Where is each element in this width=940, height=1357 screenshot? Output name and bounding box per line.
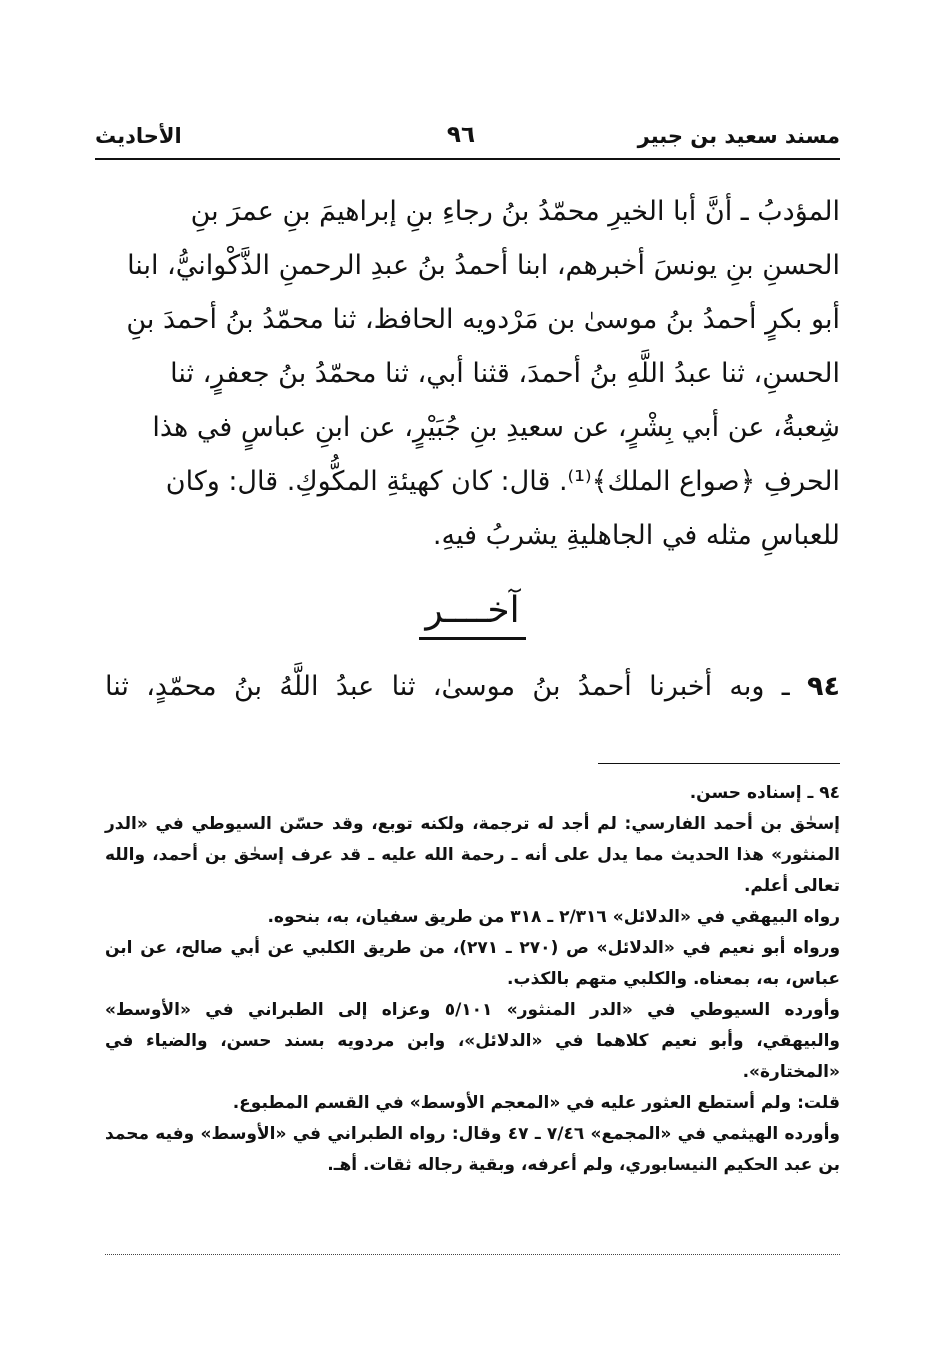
subheading	[105, 585, 840, 640]
footnote-line: قلت: ولم أستطع العثور عليه في «المعجم الأوسط» في القسم المطبوع.	[232, 1093, 840, 1113]
main-paragraph: المؤدبُ ـ أنَّ أبا الخيرِ محمّدُ بنُ رجاءِ بنِ إبراهيمَ بنِ عمرَ بنِ الحسنِ بنِ يونسَ أخبرهم، ابنا أحمدُ بنُ عبدِ الرحمنِ الذَّكْوانيُّ، ابنا أبو بكرٍ أحمدُ بنُ موسىٰ بن مَرْدويه الحافظ، ثنا محمّدُ بنُ أحمدَ بنِ الحسنِ، ثنا عبدُ اللَّهِ بنُ أحمدَ، قثنا أبي، ثنا محمّدُ بنُ جعفرٍ، ثنا شِعبةُ، عن أبي بِشْرٍ، عن سعيدِ بنِ جُبَيْرٍ، عن ابنِ عباسٍ في هذا الحرفِ ﴿صواع الملك﴾⁽¹⁾. قال: كان كهيئةِ المكُّوكِ. قال: وكان للعباسِ مثله في الجاهليةِ يشربُ فيهِ.	[126, 196, 840, 551]
footnote-separator	[598, 763, 840, 764]
page-number: ٩٦	[446, 122, 475, 148]
page-header	[95, 118, 840, 158]
header-rule	[95, 158, 840, 160]
hadith-text: ـ وبه أخبرنا أحمدُ بنُ موسىٰ، ثنا عبدُ اللَّهُ بنُ محمّدٍ، ثنا	[105, 671, 790, 702]
footnote-line: ورواه أبو نعيم في «الدلائل» ص (٢٧٠ ـ ٢٧١)، من طريق الكلبي عن أبي صالح، عن ابن عباس، به، بمعناه. والكلبي متهم بالكذب.	[105, 938, 841, 989]
footnote-line: وأورده السيوطي في «الدر المنثور» ٥/١٠١ وعزاه إلى الطبراني في «الأوسط» والبيهقي، وأبو نعيم كلاهما في «الدلائل»، وابن مردويه بسند حسن، والضياء في «المختارة».	[105, 1000, 840, 1082]
footnote-line: إسحٰق بن أحمد الفارسي: لم أجد له ترجمة، ولكنه توبع، وقد حسّن السيوطي في «الدر المنثور» هذا الحديث مما يدل على أنه ـ رحمة الله عليه ـ قد عرف إسحٰق بن أحمد، والله تعالى أعلم.	[105, 814, 840, 896]
footnote-line: ٩٤ ـ إسناده حسن.	[689, 783, 840, 803]
section-title: الأحاديث	[95, 124, 182, 148]
main-text-block	[105, 185, 840, 563]
footnote-line: رواه البيهقي في «الدلائل» ٢/٣١٦ ـ ٣١٨ من طريق سفيان، به، بنحوه.	[267, 907, 840, 927]
book-title: مسند سعيد بن جبير	[637, 124, 840, 148]
footnotes	[105, 778, 840, 1181]
footnote-line: وأورده الهيثمي في «المجمع» ٧/٤٦ ـ ٤٧ وقال: رواه الطبراني في «الأوسط» وفيه محمد بن عبد الحكيم النيسابوري، ولم أعرفه، وبقية رجاله ثقات. أهـ.	[105, 1124, 840, 1175]
bottom-dotted-rule	[105, 1254, 840, 1255]
hadith-number: ٩٤	[807, 671, 840, 702]
hadith-line	[105, 660, 840, 714]
subheading-text: آخــــر	[419, 585, 525, 640]
